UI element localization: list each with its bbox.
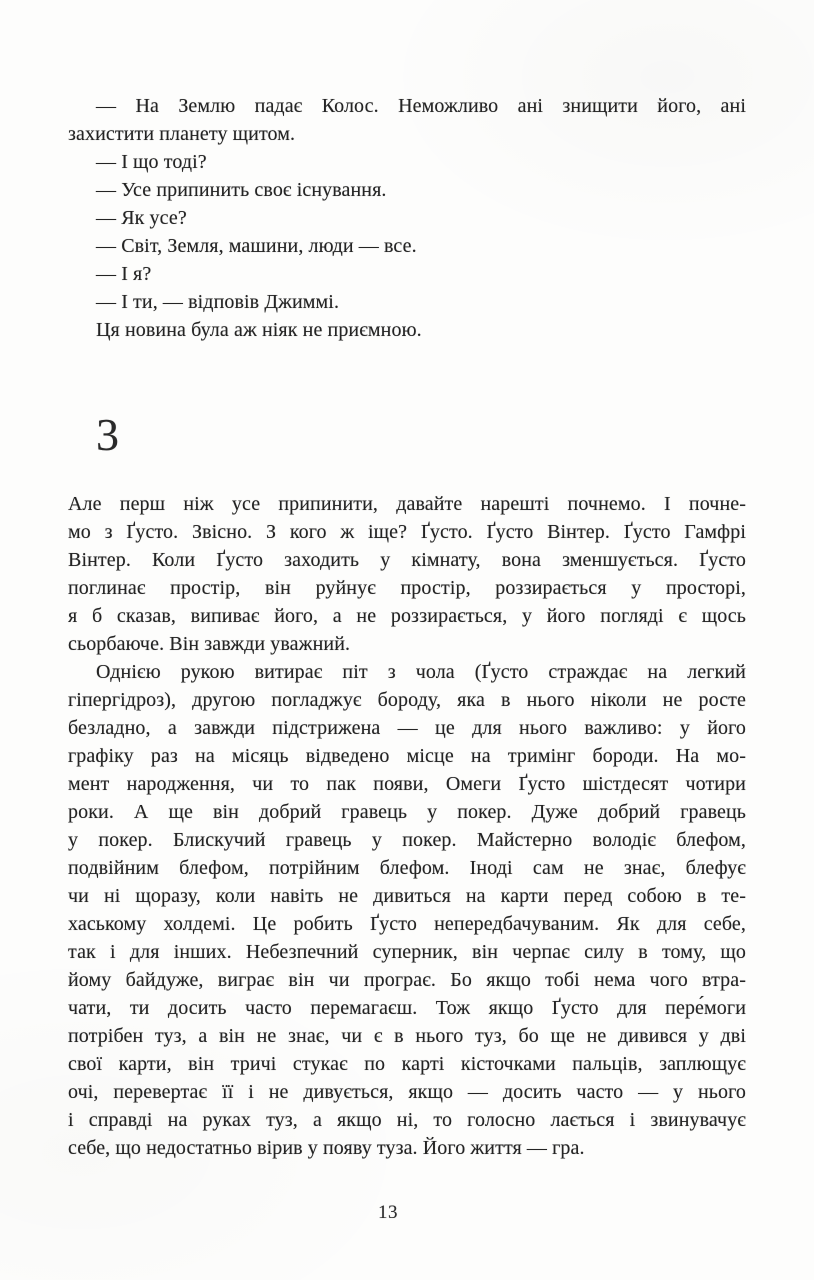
text-line: Вінтер. Коли Ґусто заходить у кімнату, вона зменшується. Ґусто [68,549,746,571]
text-line: свої карти, він тричі стукає по карті кісточками пальців, заплющує [68,1053,746,1075]
chapter-number: 3 [96,409,119,460]
text-line: — Світ, Земля, машини, люди — все. [96,235,417,257]
text-line: — Усе припинить своє існування. [96,179,387,201]
dialogue-section [68,92,746,344]
text-line: — І ти, — відповів Джиммі. [96,291,340,313]
text-line: і справді на руках туз, а якщо ні, то голосно лається і звинувачує [68,1109,746,1131]
text-line: гіпергідроз), другою погладжує бороду, яка в нього ніколи не росте [68,689,746,711]
text-line: захистити планету щитом. [68,123,296,145]
text-line: я б сказав, випиває його, а не роззирається, у його погляді є щось [68,605,746,627]
text-line: поглинає простір, він руйнує простір, роззирається у просторі, [68,577,746,599]
text-line: безладно, а завжди підстрижена — це для нього важливо: у його [68,717,746,739]
text-line: графіку раз на місяць відведено місце на тримінг бороди. На мо- [68,745,746,767]
text-line: йому байдуже, виграє він чи програє. Бо якщо тобі нема чого втра- [68,969,746,991]
text-line: Але перш ніж усе припинити, давайте нарешті почнемо. І почне- [68,493,746,515]
page-number: 13 [378,1202,398,1223]
text-line: хаському холдемі. Це робить Ґусто непередбачуваним. Як для себе, [68,913,746,935]
text-line: Однією рукою витирає піт з чола (Ґусто страждає на легкий [96,661,746,683]
text-line: роки. А ще він добрий гравець у покер. Дуже добрий гравець [68,801,746,823]
text-line: очі, перевертає її і не дивується, якщо — досить часто — у нього [68,1081,746,1103]
text-line: мо з Ґусто. Звісно. З кого ж іще? Ґусто. Ґусто Вінтер. Ґусто Гамфрі [68,521,746,543]
text-line: мент народження, чи то пак появи, Омеги Ґусто шістдесят чотири [68,773,746,795]
text-line: чи ні щоразу, коли навіть не дивиться на карти перед собою в те- [68,885,746,907]
text-line: чати, ти досить часто перемагаєш. Тож якщо Ґусто для пере́моги [68,997,746,1019]
text-line: — На Землю падає Колос. Неможливо ані знищити його, ані [96,95,746,117]
text-line: — І я? [96,263,152,285]
text-column [68,0,746,1162]
text-line: — І що тоді? [96,151,207,173]
text-line: подвійним блефом, потрійним блефом. Іноді сам не знає, блефує [68,857,746,879]
text-line: — Як усе? [96,207,187,229]
text-line: Ця новина була аж ніяк не приємною. [96,319,422,341]
text-line: потрібен туз, а він не знає, чи є в нього туз, бо ще не дивився у дві [68,1025,746,1047]
text-line: себе, що недостатньо вірив у появу туза. Його життя — гра. [68,1137,585,1159]
text-line: у покер. Блискучий гравець у покер. Майстерно володіє блефом, [68,829,746,851]
text-line: сьорбаюче. Він завжди уважний. [68,633,351,655]
text-line: так і для інших. Небезпечний суперник, він черпає силу в тому, що [68,941,746,963]
chapter-body-section [68,490,746,1162]
